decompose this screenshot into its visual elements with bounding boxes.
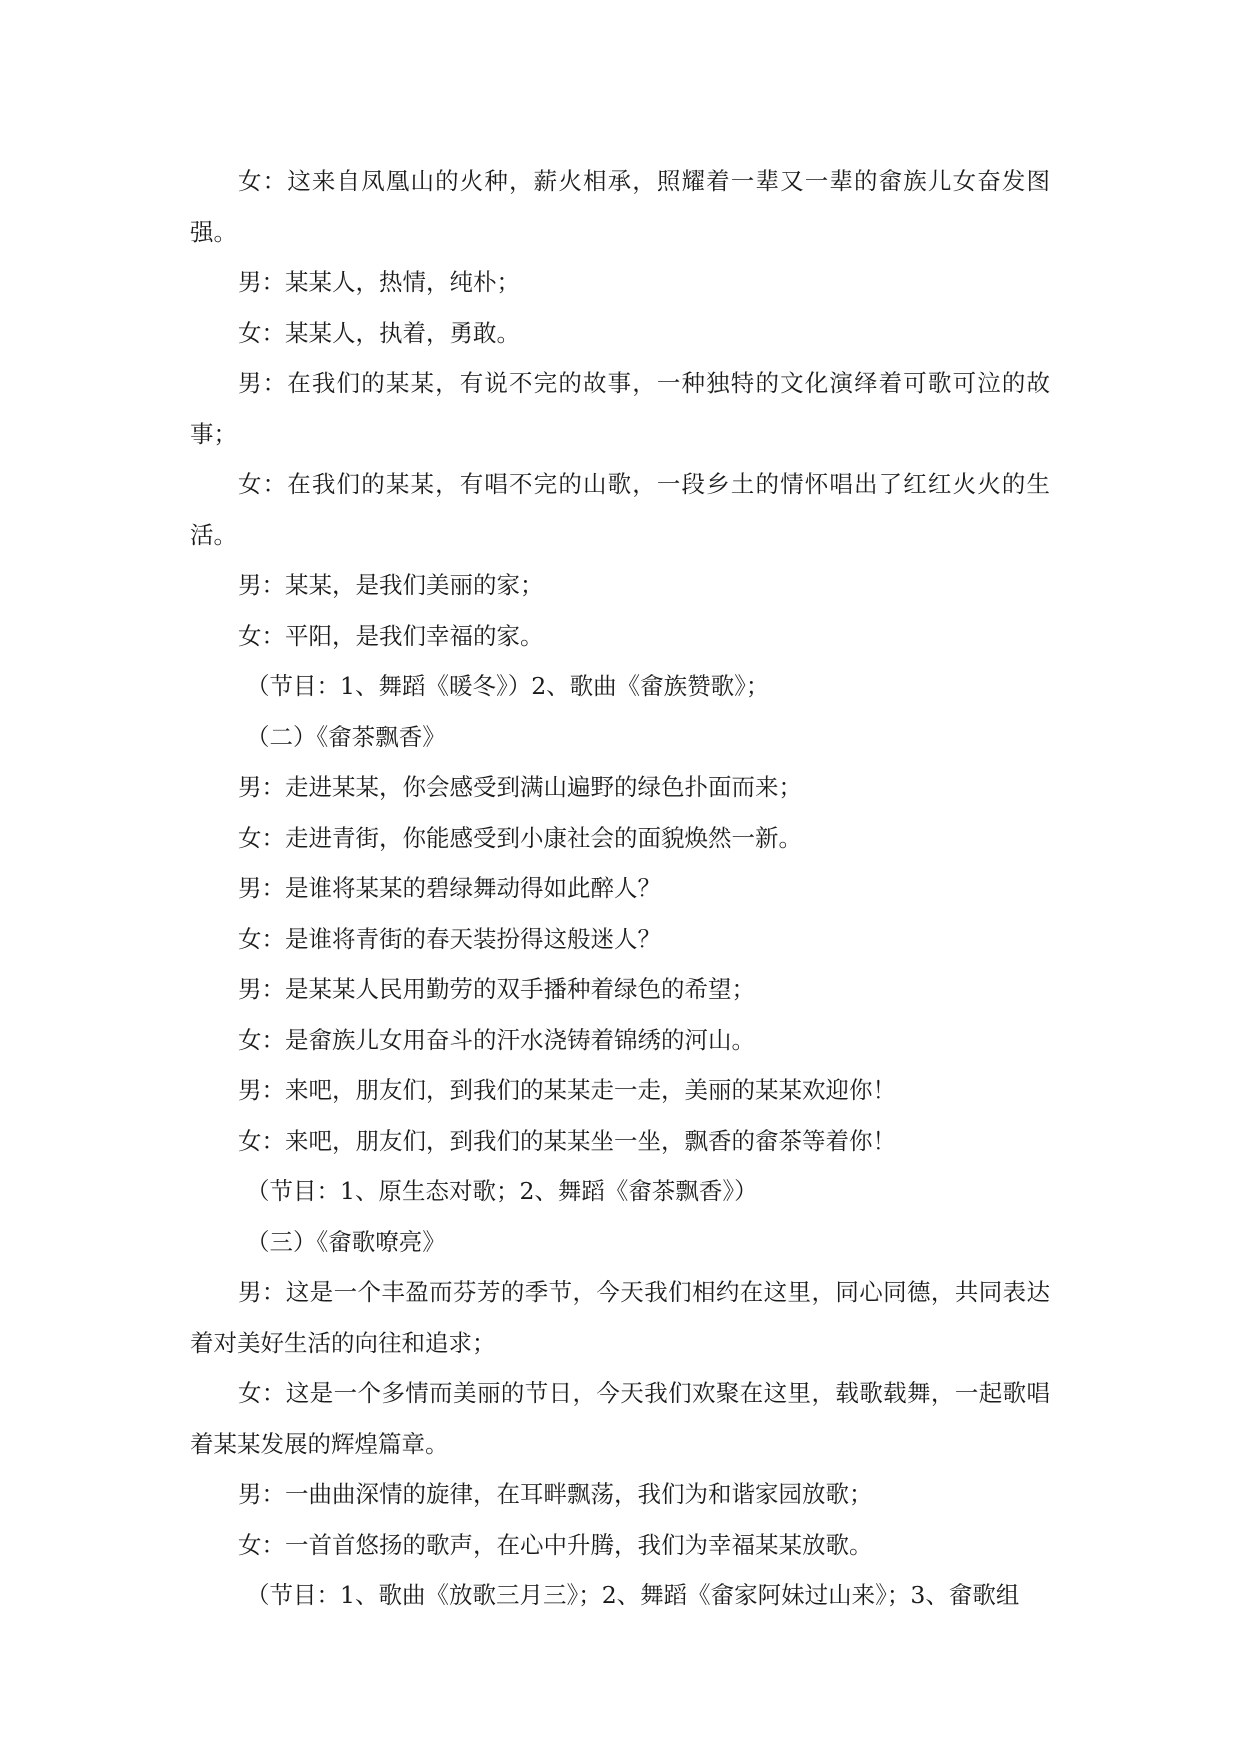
program-note: （节目：1、歌曲《放歌三月三》；2、舞蹈《畲家阿妹过山来》；3、畲歌组 xyxy=(246,1581,1020,1609)
paragraph: 男：某某人，热情，纯朴； xyxy=(238,268,520,296)
paragraph: 女：平阳，是我们幸福的家。 xyxy=(238,621,544,650)
paragraph: 男：是某某人民用勤劳的双手播种着绿色的希望； xyxy=(238,975,755,1003)
paragraph: 女：是谁将青街的春天装扮得这般迷人？ xyxy=(238,924,661,953)
paragraph: 女：在我们的某某，有唱不完的山歌，一段乡土的情怀唱出了红红火火的生活。 xyxy=(190,470,1050,549)
paragraph: 女：一首首悠扬的歌声，在心中升腾，我们为幸福某某放歌。 xyxy=(238,1530,873,1559)
section-heading: （二）《畲茶飘香》 xyxy=(246,722,446,751)
paragraph: 女：这是一个多情而美丽的节日，今天我们欢聚在这里，载歌载舞，一起歌唱着某某发展的辉煌篇章。 xyxy=(190,1379,1050,1458)
paragraph: 男：在我们的某某，有说不完的故事，一种独特的文化演绎着可歌可泣的故事； xyxy=(190,369,1050,448)
paragraph: 男：是谁将某某的碧绿舞动得如此醉人？ xyxy=(238,874,661,902)
program-note: （节目：1、舞蹈《暖冬》）2、歌曲《畲族赞歌》； xyxy=(246,672,770,700)
paragraph: 女：某某人，执着，勇敢。 xyxy=(238,318,520,347)
paragraph: 女：走进青街，你能感受到小康社会的面貌焕然一新。 xyxy=(238,823,802,852)
program-note: （节目：1、原生态对歌；2、舞蹈《畲茶飘香》） xyxy=(246,1177,758,1205)
paragraph: 女：是畲族儿女用奋斗的汗水浇铸着锦绣的河山。 xyxy=(238,1025,755,1054)
paragraph: 男：来吧，朋友们，到我们的某某走一走，美丽的某某欢迎你！ xyxy=(238,1076,896,1104)
paragraph: 男：这是一个丰盈而芬芳的季节，今天我们相约在这里，同心同德，共同表达着对美好生活的向往和追求； xyxy=(190,1278,1050,1357)
paragraph: 男：某某，是我们美丽的家； xyxy=(238,571,544,599)
paragraph: 男：走进某某，你会感受到满山遍野的绿色扑面而来； xyxy=(238,773,802,801)
paragraph: 男：一曲曲深情的旋律，在耳畔飘荡，我们为和谐家园放歌； xyxy=(238,1480,873,1508)
document-body xyxy=(190,156,1050,1621)
paragraph: 女：这来自凤凰山的火种，薪火相承，照耀着一辈又一辈的畲族儿女奋发图强。 xyxy=(190,167,1050,246)
section-heading: （三）《畲歌嘹亮》 xyxy=(246,1227,446,1256)
paragraph: 女：来吧，朋友们，到我们的某某坐一坐，飘香的畲茶等着你！ xyxy=(238,1126,896,1155)
